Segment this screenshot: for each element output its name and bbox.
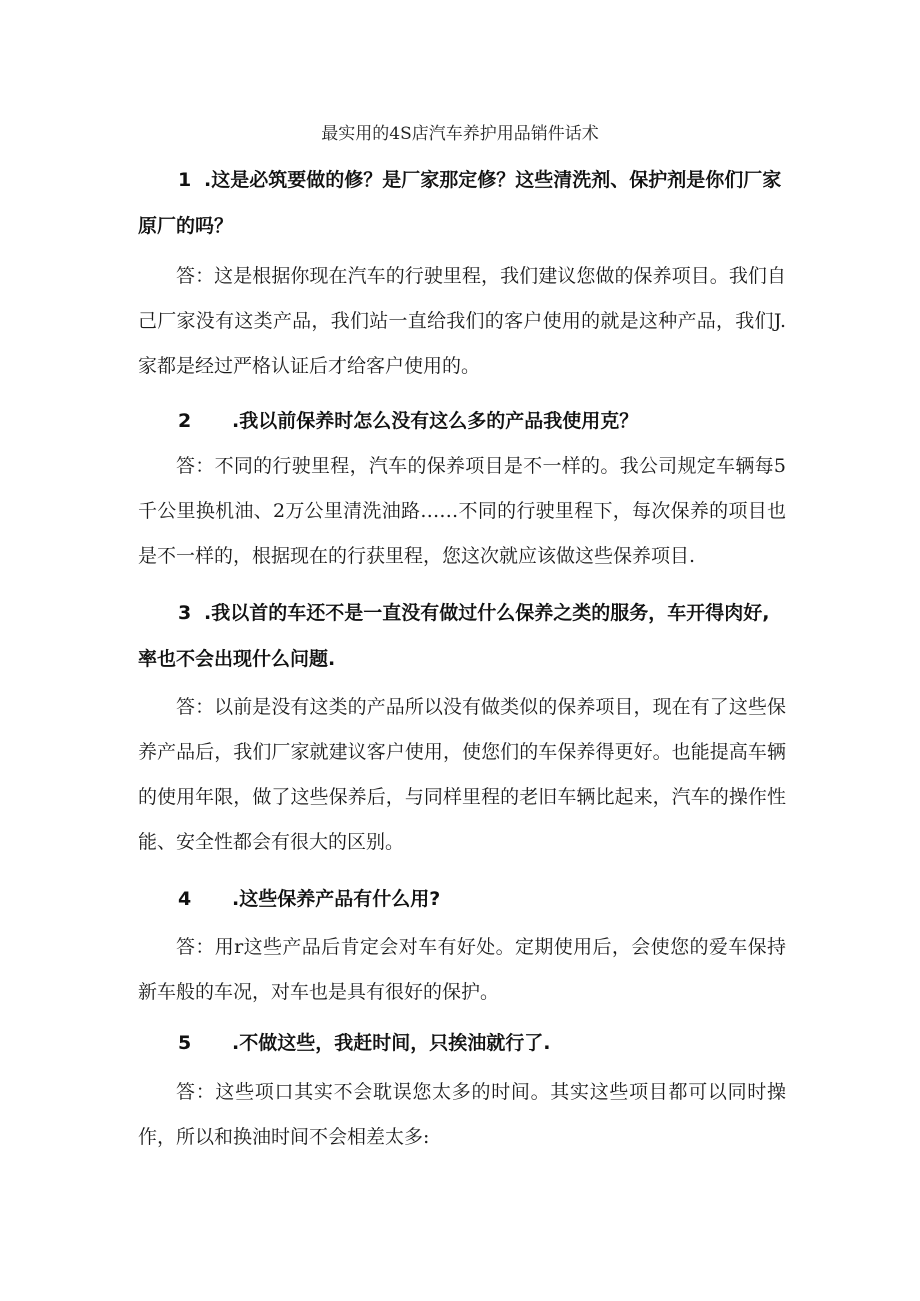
- question-5: [138, 1020, 788, 1066]
- question-3: [138, 590, 788, 682]
- question-text: .这些保养产品有什么用?: [232, 888, 441, 910]
- answer-4: 答：用r这些产品后肯定会对车有好处。定期使用后，会使您的爱车保持新车般的车况，对车也是具有很好的保护。: [138, 936, 786, 1003]
- question-text: .这是必筑要做的修？是厂家那定修？这些清洗剂、保护剂是你们厂家原厂的吗？: [138, 169, 782, 237]
- question-number: 2: [178, 410, 192, 432]
- question-number: 3: [178, 602, 192, 624]
- question-text: .不做这些，我赶时间，只挨油就行了.: [232, 1032, 551, 1054]
- question-number: 5: [178, 1032, 192, 1054]
- document-title: 最实用的4S店汽车养护用品销件话术: [321, 124, 599, 144]
- question-number: 4: [178, 888, 192, 910]
- answer-1: 答：这是根据你现在汽车的行驶里程，我们建议您做的保养项目。我们自己厂家没有这类产品，我们站一直给我们的客户使用的就是这种产品，我们J.家都是经过严格认证后才给客户使用的。: [138, 265, 786, 377]
- answer-5: 答：这些项口其实不会耽误您太多的时间。其实这些项目都可以同时操作，所以和换油时间不会相差太多:: [138, 1081, 786, 1148]
- question-text: .我以前保养时怎么没有这么多的产品我使用克？: [232, 410, 639, 432]
- question-number: 1: [178, 169, 192, 191]
- question-2: [138, 398, 788, 444]
- question-4: [138, 876, 788, 922]
- question-1: [138, 157, 788, 249]
- answer-2: 答：不同的行驶里程，汽车的保养项目是不一样的。我公司规定车辆每5千公里换机油、2万公里清洗油路……不同的行驶里程下，每次保养的项目也是不一样的，根据现在的行获里程，您这次就应该做这些保养项目.: [138, 455, 786, 567]
- question-text: .我以首的车还不是一直没有做过什么保养之类的服务，车开得肉好,率也不会出现什么问题.: [138, 602, 770, 670]
- answer-3: 答：以前是没有这类的产品所以没有做类似的保养项目，现在有了这些保养产品后，我们厂家就建议客户使用，使您们的车保养得更好。也能提高车辆的使用年限，做了这些保养后，与同样里程的老旧车辆比起来，汽车的操作性能、安全性都会有很大的区别。: [138, 696, 786, 853]
